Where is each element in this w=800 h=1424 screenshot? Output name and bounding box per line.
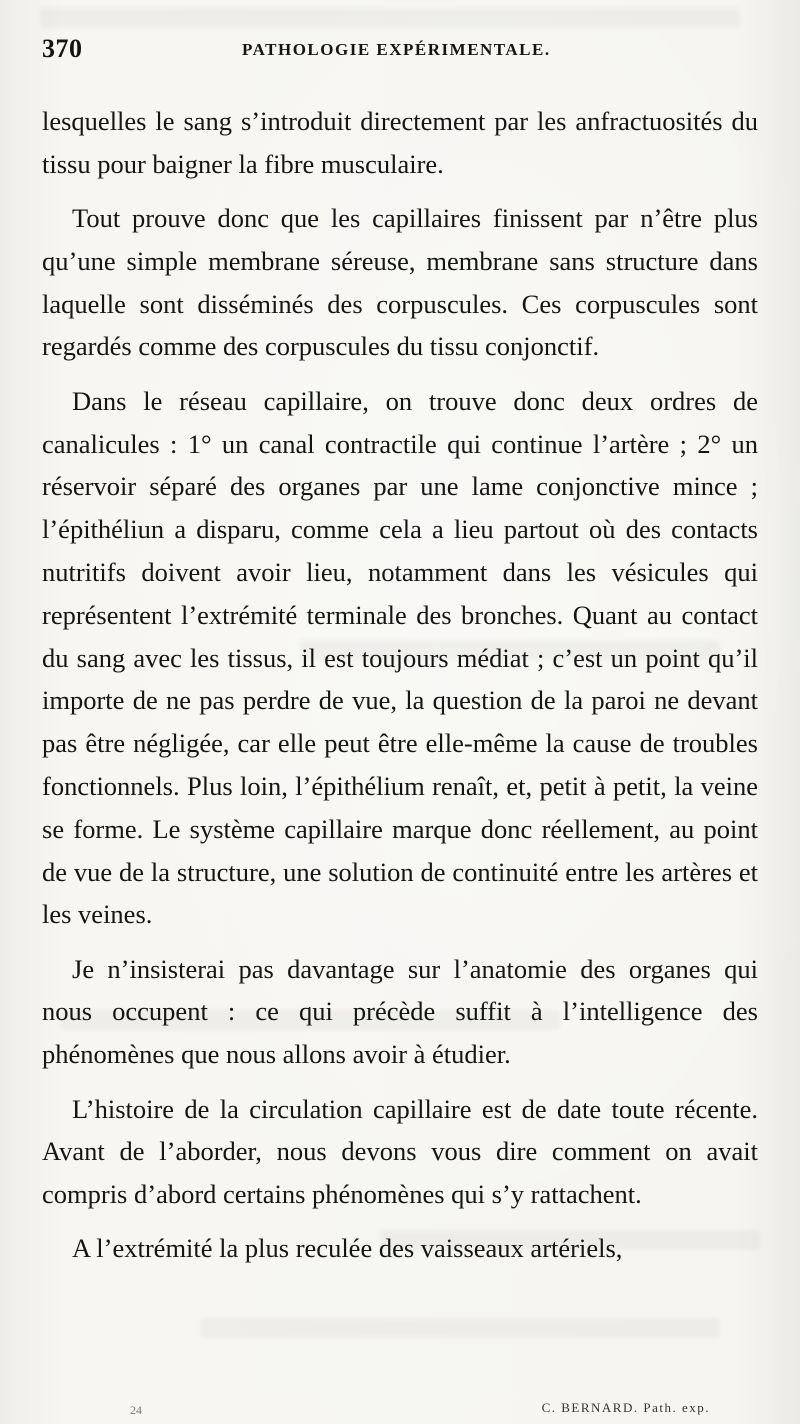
paragraph: Tout prouve donc que les capillaires finissent par n’être plus qu’une simple membrane séreuse, membrane sans structure dans laquelle sont disséminés des corpuscules. Ces corpuscules sont regardés comme des corpuscules du tissu conjonctif. <box>42 203 758 362</box>
page-number: 370 <box>42 34 83 63</box>
running-head: PATHOLOGIE EXPÉRIMENTALE. <box>242 40 551 59</box>
paragraph: Dans le réseau capillaire, on trouve donc deux ordres de canalicules : 1° un canal contractile qui continue l’artère ; 2° un réservoir séparé des organes par une lame conjonctive mince ; l’épithéliun a disparu, comme cela a lieu partout où des contacts nutritifs doivent avoir lieu, notamment dans les vésicules qui représentent l’extrémité terminale des bronches. Quant au contact du sang avec les tissus, il est toujours médiat ; c’est un point qu’il importe de ne pas perdre de vue, la question de la paroi ne devant pas être négligée, car elle peut être elle-même la cause de troubles fonctionnels. Plus loin, l’épithélium renaît, et, petit à petit, la veine se forme. Le système capillaire marque donc réellement, au point de vue de la structure, une solution de continuité entre les artères et les veines. <box>42 385 758 930</box>
body-text <box>42 100 758 1282</box>
printer-signature: C. BERNARD. Path. exp. <box>541 1400 710 1415</box>
bleed-through-line <box>40 8 740 28</box>
page-header <box>42 34 758 68</box>
paragraph: A l’extrémité la plus reculée des vaisseaux artériels, <box>72 1233 623 1264</box>
paragraph: L’histoire de la circulation capillaire est de date toute récente. Avant de l’aborder, nous devons vous dire comment on avait compris d’abord certains phénomènes qui s’y rattachent. <box>42 1093 758 1210</box>
paragraph: lesquelles le sang s’introduit directement par les anfractuosités du tissu pour baigner la fibre musculaire. <box>42 106 758 179</box>
paragraph: Je n’insisterai pas davantage sur l’anatomie des organes qui nous occupent : ce qui précède suffit à l’intelligence des phénomènes que nous allons avoir à étudier. <box>42 953 758 1070</box>
signature-number: 24 <box>130 1403 142 1417</box>
bleed-through-line <box>200 1318 720 1338</box>
